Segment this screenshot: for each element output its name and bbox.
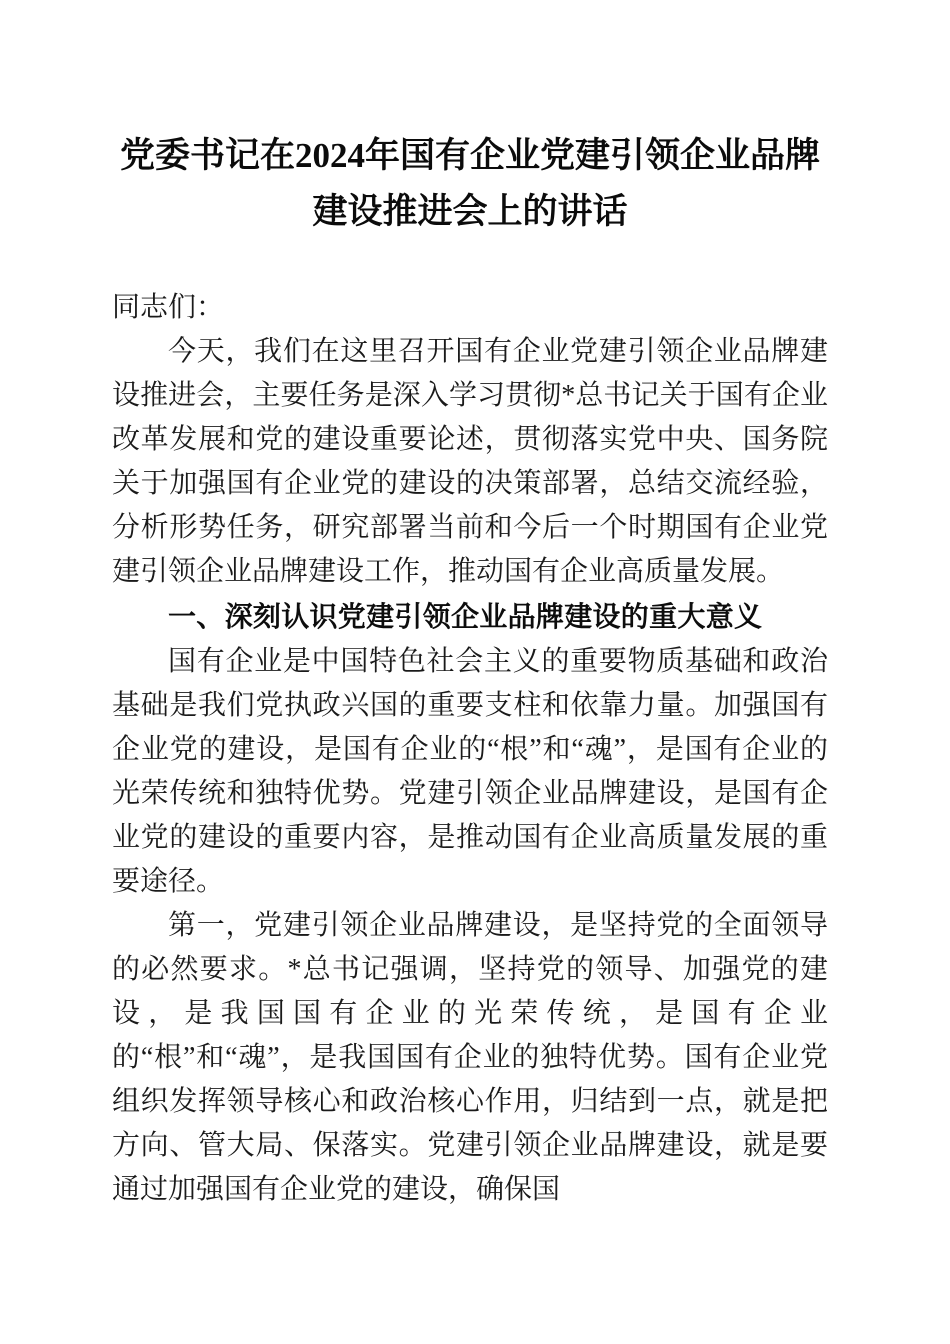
section-1-paragraph-1: 国有企业是中国特色社会主义的重要物质基础和政治基础是我们党执政兴国的重要支柱和依靠力量。加强国有企业党的建设，是国有企业的“根”和“魂”，是国有企业的光荣传统和独特优势。党建引领企业品牌建设，是国有企业党的建设的重要内容，是推动国有企业高质量发展的重要途径。 — [112, 646, 828, 897]
document-body — [112, 0, 828, 1212]
section-heading-1: 一、深刻认识党建引领企业品牌建设的重大意义 — [168, 601, 763, 632]
document-title: 党委书记在2024年国有企业党建引领企业品牌建设推进会上的讲话 — [119, 136, 820, 231]
opening-paragraph: 今天，我们在这里召开国有企业党建引领企业品牌建设推进会，主要任务是深入学习贯彻*总书记关于国有企业改革发展和党的建设重要论述，贯彻落实党中央、国务院关于加强国有企业党的建设的决策部署，总结交流经验，分析形势任务，研究部署当前和今后一个时期国有企业党建引领企业品牌建设工作，推动国有企业高质量发展。 — [112, 336, 828, 587]
salutation: 同志们： — [112, 292, 225, 323]
section-1-paragraph-2: 第一，党建引领企业品牌建设，是坚持党的全面领导的必然要求。*总书记强调，坚持党的领导、加强党的建设，是我国国有企业的光荣传统，是国有企业的“根”和“魂”，是我国国有企业的独特优势。国有企业党组织发挥领导核心和政治核心作用，归结到一点，就是把方向、管大局、保落实。党建引领企业品牌建设，就是要通过加强国有企业党的建设，确保国 — [112, 910, 828, 1205]
